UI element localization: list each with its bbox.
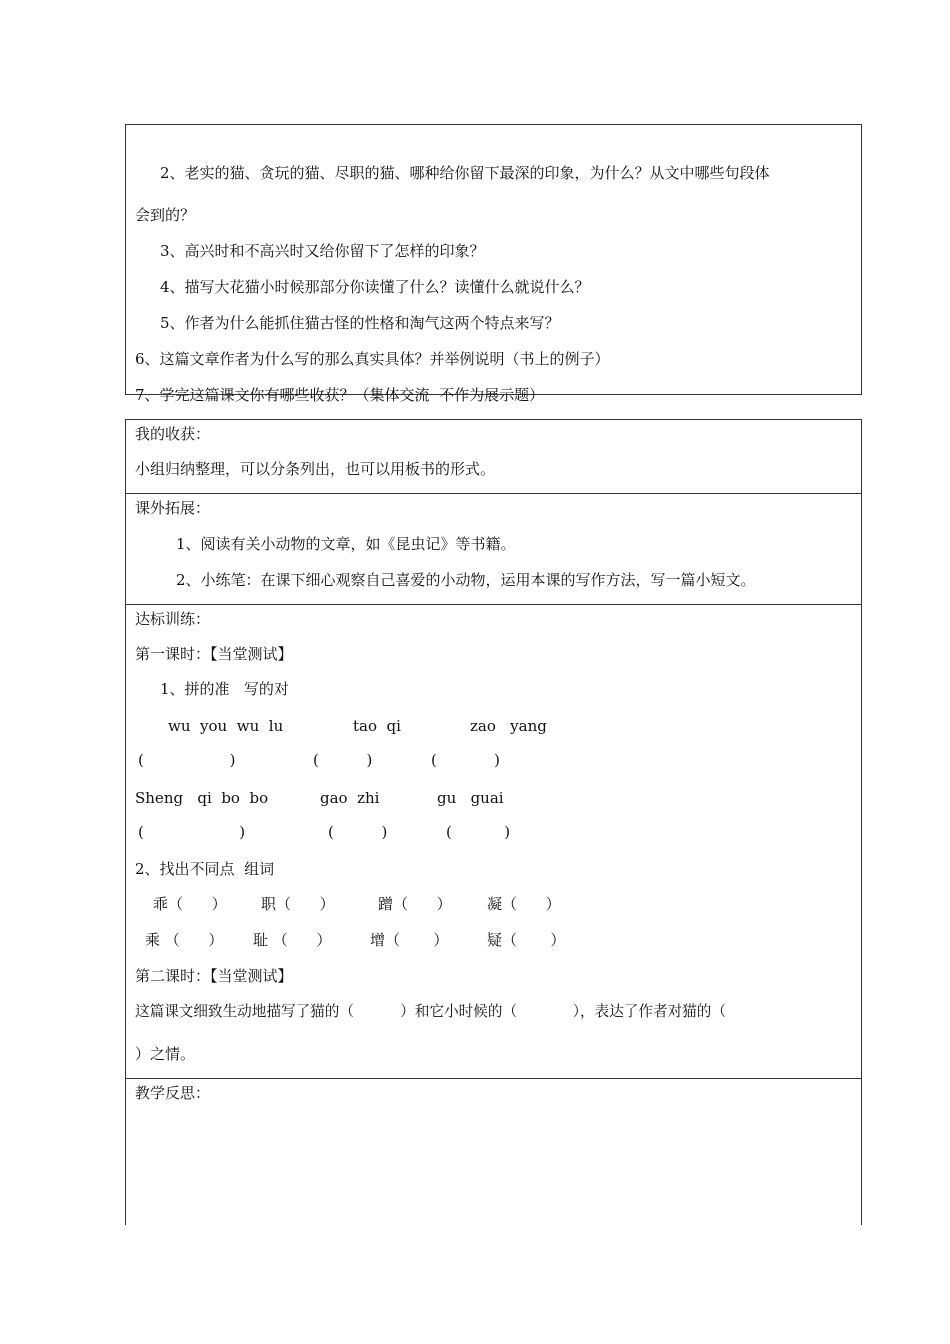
fill-blank-line1: 这篇课文细致生动地描写了猫的（ ）和它小时候的（ ），表达了作者对猫的（ [135,1003,726,1020]
answer-blank: ( ) [446,823,511,841]
pinyin-item: Sheng qi bo bo [135,789,269,807]
row-divider [125,604,862,605]
table-left-border [125,419,126,1225]
extension-item-1: 1、阅读有关小动物的文章，如《昆虫记》等书籍。 [176,535,516,553]
row-divider [125,1078,862,1079]
char-item: 职（ ） [261,895,335,913]
exercise-1-title: 1、拼的准 写的对 [160,680,289,698]
pinyin-item: gao zhi [320,789,380,807]
question-5: 5、作者为什么能抓住猫古怪的性格和淘气这两个特点来写？ [160,314,560,332]
char-item: 增（ ） [370,931,449,949]
row-divider [125,493,862,494]
char-item: 凝（ ） [487,895,561,913]
char-item: 疑（ ） [487,931,566,949]
question-3: 3、高兴时和不高兴时又给你留下了怎样的印象？ [160,242,485,260]
lesson-2-heading: 第二课时：【当堂测试】 [135,967,293,985]
pinyin-item: gu guai [437,789,504,807]
question-7: 7、学完这篇课文你有哪些收获？（集体交流 不作为展示题） [135,386,545,404]
extension-title: 课外拓展： [135,499,211,517]
harvest-title: 我的收获： [135,425,211,443]
answer-blank: ( ) [328,823,388,841]
pinyin-item: wu you wu lu [168,717,284,735]
question-6: 6、这篇文章作者为什么写的那么真实具体？并举例说明（书上的例子） [135,350,610,368]
question-4: 4、描写大花猫小时候那部分你读懂了什么？读懂什么就说什么？ [160,278,590,296]
answer-blank: ( ) [138,823,246,841]
answer-blank: ( ) [138,751,236,769]
answer-blank: ( ) [431,751,500,769]
fill-blank-line2: ）之情。 [135,1045,196,1063]
char-item: 蹭（ ） [378,895,452,913]
answer-blank: ( ) [313,751,373,769]
char-item: 乘 （ ） [145,931,224,949]
extension-item-2: 2、小练笔：在课下细心观察自己喜爱的小动物，运用本课的写作方法，写一篇小短文。 [176,571,756,589]
harvest-text: 小组归纳整理，可以分条列出，也可以用板书的形式。 [135,460,496,478]
question-2-line1: 2、老实的猫、贪玩的猫、尽职的猫、哪种给你留下最深的印象，为什么？从文中哪些句段体 [160,164,770,182]
table-top-border [125,419,862,420]
char-item: 耻 （ ） [253,931,332,949]
lesson-1-heading: 第一课时：【当堂测试】 [135,645,293,663]
table-right-border [861,419,862,1225]
reflection-title: 教学反思： [135,1084,211,1102]
question-2-line2: 会到的？ [135,206,196,224]
char-item: 乖（ ） [153,895,227,913]
training-title: 达标训练： [135,610,211,628]
pinyin-item: zao yang [470,717,547,735]
exercise-2-title: 2、找出不同点 组词 [135,860,275,878]
pinyin-item: tao qi [353,717,401,735]
